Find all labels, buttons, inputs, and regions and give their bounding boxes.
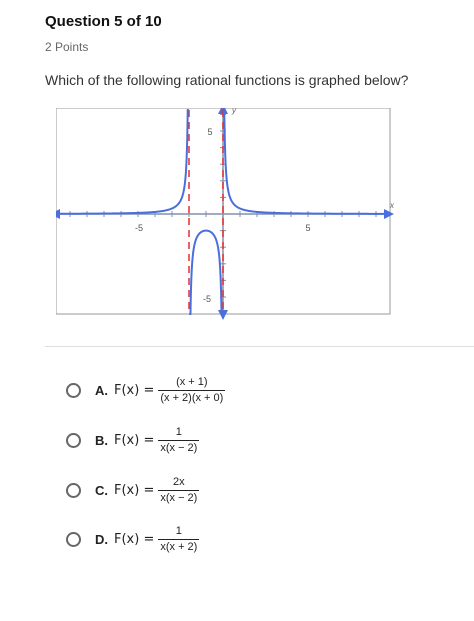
choice-c-denominator: x(x − 2) xyxy=(160,491,198,504)
choice-d-fraction xyxy=(158,525,199,554)
y-axis-label: y xyxy=(232,108,236,115)
section-divider xyxy=(45,346,474,347)
choice-d-letter: D. xyxy=(95,531,108,547)
choice-d[interactable] xyxy=(66,519,199,559)
choice-a-numerator: (x + 1) xyxy=(176,375,208,388)
choice-c-fraction xyxy=(158,476,199,505)
choice-b-denominator: x(x − 2) xyxy=(160,441,198,454)
choice-c-function-name: F(x) = xyxy=(114,482,155,498)
choice-b[interactable] xyxy=(66,420,199,460)
choice-b-function-name: F(x) = xyxy=(114,432,155,448)
question-points: 2 Points xyxy=(45,40,89,54)
choice-c[interactable] xyxy=(66,470,199,510)
choice-a-function-name: F(x) = xyxy=(114,382,155,398)
choice-a-denominator: (x + 2)(x + 0) xyxy=(160,391,224,404)
choice-c-radio[interactable] xyxy=(66,483,81,498)
choice-a[interactable] xyxy=(66,370,225,410)
choice-d-numerator: 1 xyxy=(175,524,182,537)
y-tick-label-5: 5 xyxy=(207,127,213,137)
choice-d-radio[interactable] xyxy=(66,532,81,547)
choice-a-radio[interactable] xyxy=(66,383,81,398)
choice-a-letter: A. xyxy=(95,382,108,398)
x-tick-label-neg5: -5 xyxy=(134,223,144,233)
x-axis-label: x xyxy=(390,201,394,210)
choice-d-denominator: x(x + 2) xyxy=(160,540,198,553)
choice-d-function-name: F(x) = xyxy=(114,531,155,547)
x-tick-label-5: 5 xyxy=(305,223,311,233)
choice-c-letter: C. xyxy=(95,482,108,498)
choice-b-letter: B. xyxy=(95,432,108,448)
choice-b-numerator: 1 xyxy=(175,425,182,438)
choice-a-fraction xyxy=(158,376,225,405)
choice-c-numerator: 2x xyxy=(173,475,185,488)
question-prompt: Which of the following rational functions is graphed below? xyxy=(45,72,409,88)
y-axis-bottom-arrow xyxy=(218,310,228,320)
rational-function-graph xyxy=(56,108,396,320)
choice-b-fraction xyxy=(158,426,199,455)
question-title: Question 5 of 10 xyxy=(45,13,162,30)
choice-b-radio[interactable] xyxy=(66,433,81,448)
y-tick-label-neg5: -5 xyxy=(202,294,212,304)
